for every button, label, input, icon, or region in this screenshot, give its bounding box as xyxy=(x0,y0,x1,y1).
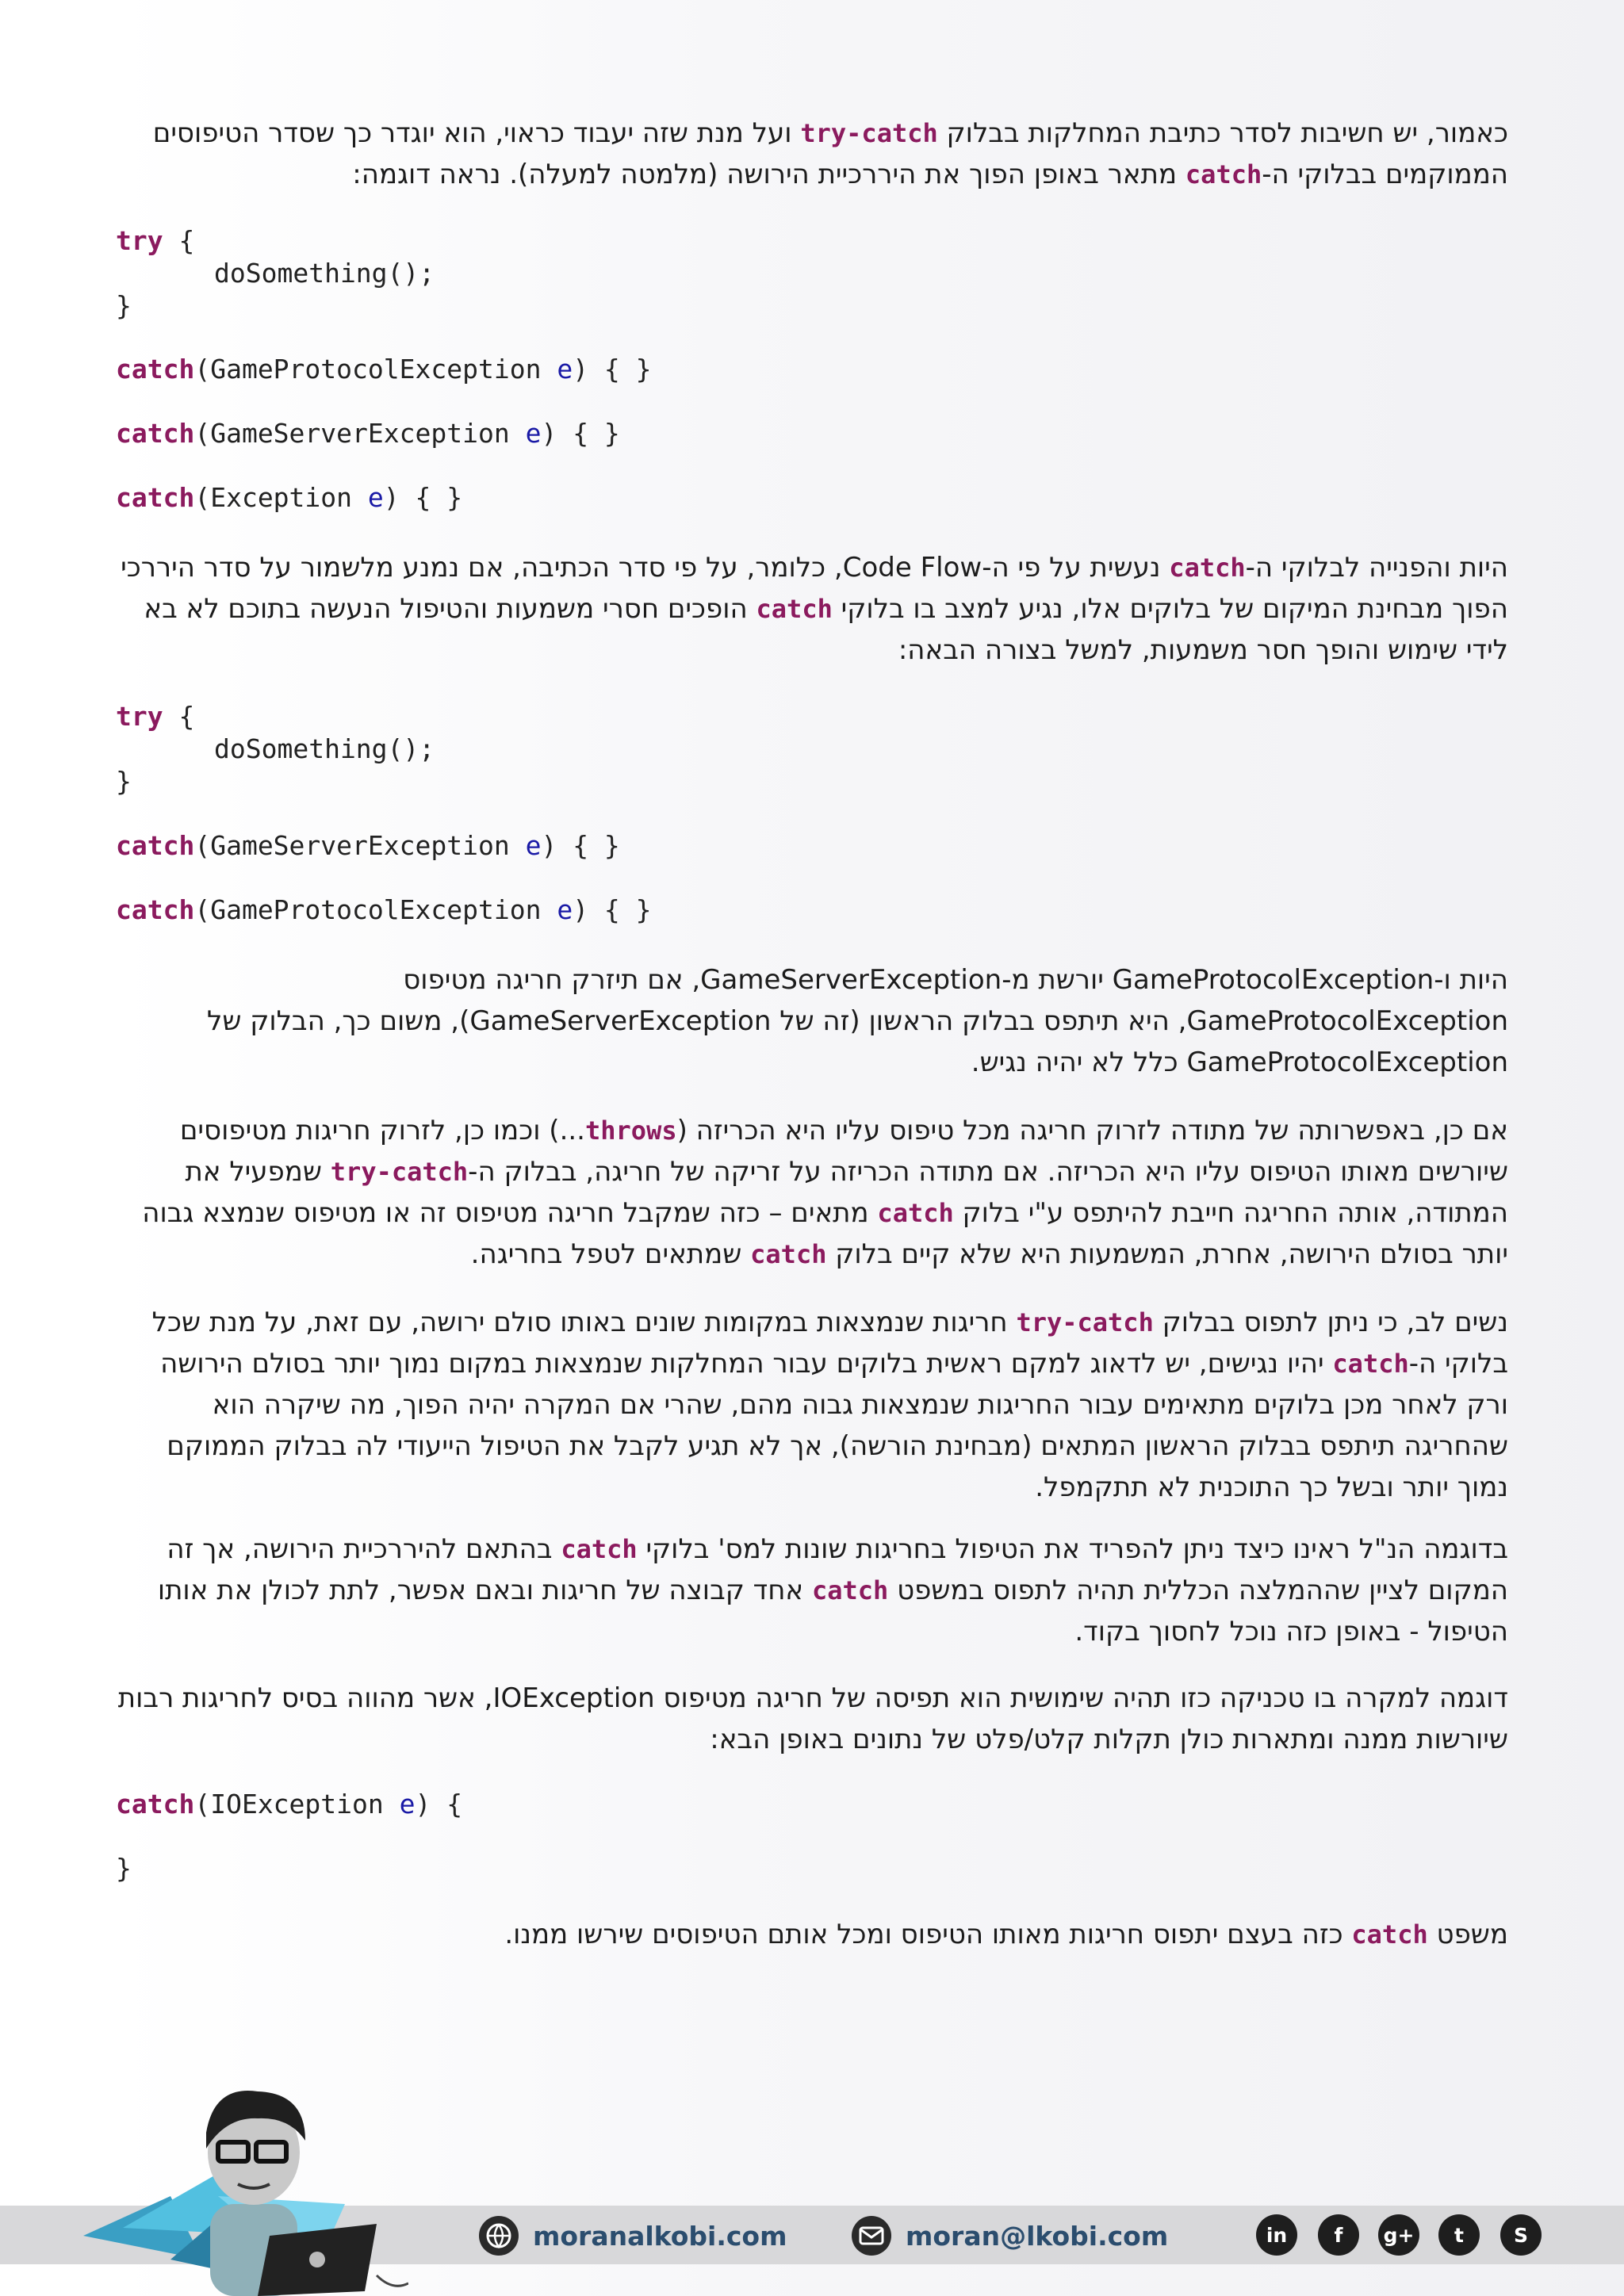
text: הופכים חסרי משמעות והטיפול הנעשה בתוכם לא בא לידי שימוש והופך חסר משמעות, למשל בצורה הבאה: xyxy=(144,593,1508,666)
code-block-ioexception xyxy=(116,1788,462,1820)
keyword: catch xyxy=(750,1239,827,1269)
linkedin-glyph: in xyxy=(1266,2223,1288,2247)
code-text: } xyxy=(116,1853,132,1884)
text: כזה בעצם יתפוס חריגות מאותו הטיפוס ומכל אותם הטיפוסים שירשו ממנו. xyxy=(504,1919,1352,1950)
code-variable: e xyxy=(557,354,573,385)
paragraph-ordering-note xyxy=(113,1302,1508,1508)
keyword: try-catch xyxy=(330,1157,469,1187)
code-text: doSomething(); xyxy=(214,733,435,764)
text: מתאים – כזה שמקבל חריגה מטיפוס זה או מטיפוס שנמצא גבוה יותר בסולם הירושה, אחרת, המשמעות היא שלא קיים בלוק xyxy=(142,1197,1508,1270)
code-text: } xyxy=(116,290,132,321)
paragraph-conclusion xyxy=(113,1914,1508,1955)
code-line xyxy=(116,353,652,385)
text: חריגות שנמצאות במקומות שונים באותו סולם ירושה, עם זאת, על מנת שכל בלוקי ה- xyxy=(151,1307,1508,1380)
code-variable: e xyxy=(525,418,542,449)
google-plus-glyph: g+ xyxy=(1383,2223,1415,2247)
text: שמתאים לטפל בחריגה. xyxy=(470,1238,751,1270)
code-keyword: catch xyxy=(116,418,195,449)
code-text: { xyxy=(178,701,195,732)
skype-icon[interactable] xyxy=(1500,2214,1542,2256)
footer-website[interactable] xyxy=(479,2216,787,2256)
code-text: ) { } xyxy=(541,830,620,861)
paragraph-inheritance-example xyxy=(113,959,1508,1083)
keyword: catch xyxy=(1169,553,1246,583)
mascot-illustration xyxy=(75,2077,408,2296)
code-keyword: catch xyxy=(116,482,195,513)
website-link[interactable]: moranalkobi.com xyxy=(533,2220,787,2252)
code-text: ) { } xyxy=(573,354,652,385)
code-text: } xyxy=(116,766,132,797)
paragraph-ioexception xyxy=(113,1678,1508,1760)
paragraph-throws xyxy=(113,1110,1508,1275)
text: ועל מנת שזה יעבוד כראוי, הוא יוגדר כך שסדר הטיפוסים הממוקמים בבלוקי ה- xyxy=(152,117,1508,190)
footer-email[interactable] xyxy=(852,2216,1168,2256)
paragraph-code-flow xyxy=(113,547,1508,671)
code-keyword: try xyxy=(116,225,163,256)
code-variable: e xyxy=(367,482,384,513)
twitter-icon[interactable] xyxy=(1438,2214,1480,2256)
code-text: ) { xyxy=(415,1789,463,1820)
keyword: catch xyxy=(561,1534,638,1564)
keyword: catch xyxy=(877,1198,954,1228)
text: שמפעיל את המתודה, אותה החריגה חייבת להיתפס ע"י בלוק xyxy=(185,1156,1508,1229)
keyword: catch xyxy=(811,1575,889,1605)
linkedin-icon[interactable] xyxy=(1256,2214,1297,2256)
text: מתאר באופן הפוך את היררכיית הירושה (מלמטה למעלה). נראה דוגמה: xyxy=(352,159,1185,190)
text: היות ו-GameProtocolException יורשת מ-GameServerException, אם תיזרק חריגה מטיפוס GameProtocolException, היא תיתפס בבלוק הראשון (זה של GameServerException), משום כך, הבלוק של GameProtocolException כלל לא יהיה נגיש. xyxy=(207,964,1508,1078)
code-block-wrong-order xyxy=(116,700,435,798)
code-block-correct-order xyxy=(116,224,435,322)
code-text: (GameProtocolException xyxy=(194,354,557,385)
text: היות והפנייה לבלוקי ה- xyxy=(1245,552,1508,584)
text: בדוגמה הנ"ל ראינו כיצד ניתן להפריד את הטיפול בחריגות שונות למס' בלוקי xyxy=(637,1533,1508,1565)
code-keyword: catch xyxy=(116,1789,195,1820)
text: משפט xyxy=(1427,1919,1508,1950)
code-text: ) { } xyxy=(573,894,652,925)
facebook-icon[interactable] xyxy=(1318,2214,1359,2256)
text: אם כן, באפשרותה של מתודה לזרוק חריגה מכל טיפוס עליו היא הכריזה ( xyxy=(676,1115,1508,1146)
envelope-icon xyxy=(852,2216,891,2256)
code-variable: e xyxy=(557,894,573,925)
facebook-glyph: f xyxy=(1334,2223,1343,2247)
keyword: try-catch xyxy=(800,118,938,148)
code-line xyxy=(116,481,462,514)
code-keyword: catch xyxy=(116,830,195,861)
code-text: doSomething(); xyxy=(214,258,435,289)
text: נשים לב, כי ניתן לתפוס בבלוק xyxy=(1153,1307,1508,1338)
skype-glyph: S xyxy=(1513,2223,1528,2247)
paragraph-intro xyxy=(113,113,1508,195)
globe-icon xyxy=(479,2216,519,2256)
text: יהיו נגישים, יש לדאוג למקם ראשית בלוקים עבור המחלקות שנמצאות במקום נמוך יותר בסולם הירושה ורק לאחר מכן בלוקים מתאימים עבור החריגות שנמצאות גבוה מהם, שהרי אם המקרה יהיה הפוך, מה שיקרה הוא שהחריגה תיתפס בבלוק הראשון המתאים (מבחינת הורשה), אך לא תגיע לקבל את הטיפול הייעודי לה בבלוק הממוקם נמוך יותר ובשל כך התוכנית לא תתקמפל. xyxy=(160,1348,1508,1503)
code-line xyxy=(116,829,620,862)
email-link[interactable]: moran@lkobi.com xyxy=(906,2220,1169,2252)
keyword: catch xyxy=(1351,1919,1428,1950)
keyword: catch xyxy=(756,594,833,624)
code-line xyxy=(116,1852,132,1885)
code-variable: e xyxy=(525,830,542,861)
code-text: { xyxy=(178,225,195,256)
text: נעשית על פי ה-Code Flow, כלומר, על פי סדר הכתיבה, אם נמנע מלשמור על סדר היררכי הפוך מבחינת המיקום של בלוקים אלו, נגיע למצב בו בלוקי xyxy=(121,552,1508,625)
code-keyword: catch xyxy=(116,894,195,925)
code-text: ) { } xyxy=(383,482,463,513)
code-text: (Exception xyxy=(194,482,368,513)
keyword: catch xyxy=(1332,1349,1409,1379)
code-keyword: catch xyxy=(116,354,195,385)
keyword: try-catch xyxy=(1016,1307,1154,1337)
code-text: (GameServerException xyxy=(194,830,526,861)
google-plus-icon[interactable] xyxy=(1378,2214,1419,2256)
code-text: (GameProtocolException xyxy=(194,894,557,925)
text: ...) וכמו כן, לזרוק חריגות מטיפוסים שיורשים מאותו הטיפוס עליו היא הכריזה. אם מתודה הכריזה על זריקה של חריגה, בבלוק ה- xyxy=(179,1115,1508,1188)
code-keyword: try xyxy=(116,701,163,732)
keyword: throws xyxy=(585,1115,677,1146)
code-text: (GameServerException xyxy=(194,418,526,449)
text: אחד קבוצה של חריגות ובאם אפשר, לתת לכולן את אותו הטיפול - באופן כזה נוכל לחסוך בקוד. xyxy=(157,1575,1508,1647)
keyword: catch xyxy=(1185,159,1262,189)
code-line xyxy=(116,417,620,450)
code-variable: e xyxy=(399,1789,416,1820)
paragraph-recommendation xyxy=(113,1529,1508,1652)
text: דוגמה למקרה בו טכניקה כזו תהיה שימושית הוא תפיסה של חריגה מטיפוס IOException, אשר מהווה בסיס לחריגות רבות שיורשות ממנה ומתארות כולן תקלות קלט/פלט של נתונים באופן הבא: xyxy=(117,1682,1508,1755)
code-line xyxy=(116,894,652,926)
text: כאמור, יש חשיבות לסדר כתיבת המחלקות בבלוק xyxy=(937,117,1508,149)
code-text: (IOException xyxy=(194,1789,400,1820)
text: בהתאם להיררכיית הירושה, אך זה המקום לציין שההמלצה הכללית תהיה לתפוס במשפט xyxy=(167,1533,1508,1606)
twitter-glyph: t xyxy=(1454,2223,1464,2247)
code-text: ) { } xyxy=(541,418,620,449)
